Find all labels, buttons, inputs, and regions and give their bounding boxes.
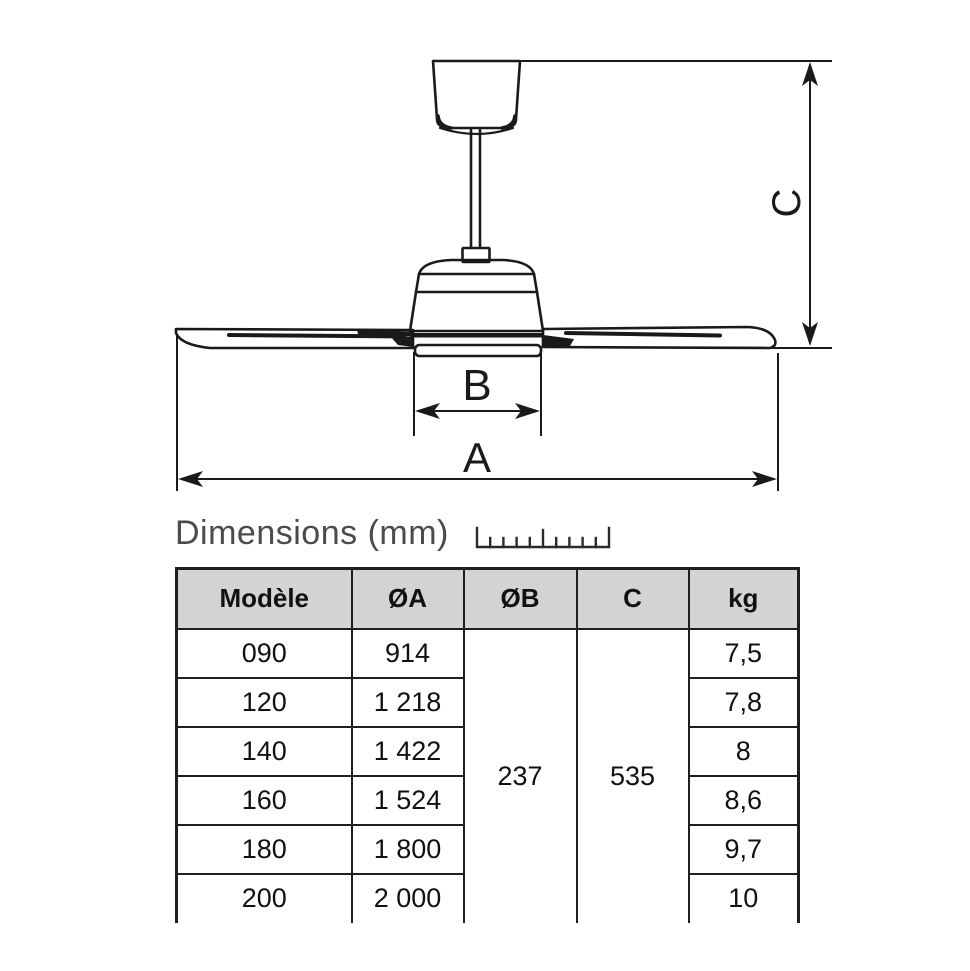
fan-right-blade	[543, 327, 775, 348]
column-header-ob: ØB	[464, 569, 577, 629]
cell-oa: 1 800	[352, 825, 464, 874]
cell-kg: 8,6	[689, 776, 799, 825]
cell-model: 140	[177, 727, 352, 776]
ruler-icon	[475, 524, 611, 550]
fan-canopy	[433, 61, 520, 134]
cell-c-merged: 535	[577, 629, 689, 923]
table-row	[177, 629, 799, 678]
dimension-label-a: A	[462, 434, 492, 481]
cell-model: 090	[177, 629, 352, 678]
dimension-label-c: C	[765, 188, 809, 218]
fan-motor-housing	[410, 260, 543, 356]
dimension-label-b: B	[462, 361, 492, 410]
cell-kg: 10	[689, 874, 799, 923]
cell-oa: 914	[352, 629, 464, 678]
cell-model: 180	[177, 825, 352, 874]
cell-oa: 1 218	[352, 678, 464, 727]
column-header-kg: kg	[689, 569, 799, 629]
table-header-row	[177, 569, 799, 629]
cell-model: 200	[177, 874, 352, 923]
column-header-c: C	[577, 569, 689, 629]
dimension-lines	[177, 61, 832, 491]
cell-kg: 9,7	[689, 825, 799, 874]
cell-model: 160	[177, 776, 352, 825]
cell-kg: 7,5	[689, 629, 799, 678]
cell-oa: 2 000	[352, 874, 464, 923]
dimensions-table	[175, 567, 800, 923]
cell-model: 120	[177, 678, 352, 727]
cell-kg: 7,8	[689, 678, 799, 727]
section-heading: Dimensions (mm)	[175, 514, 449, 552]
cell-oa: 1 524	[352, 776, 464, 825]
cell-ob-merged: 237	[464, 629, 577, 923]
cell-oa: 1 422	[352, 727, 464, 776]
cell-kg: 8	[689, 727, 799, 776]
fan-left-blade	[176, 329, 413, 348]
column-header-oa: ØA	[352, 569, 464, 629]
column-header-modele: Modèle	[177, 569, 352, 629]
fan-downrod	[463, 130, 490, 262]
dimensions-heading-row	[175, 514, 611, 552]
